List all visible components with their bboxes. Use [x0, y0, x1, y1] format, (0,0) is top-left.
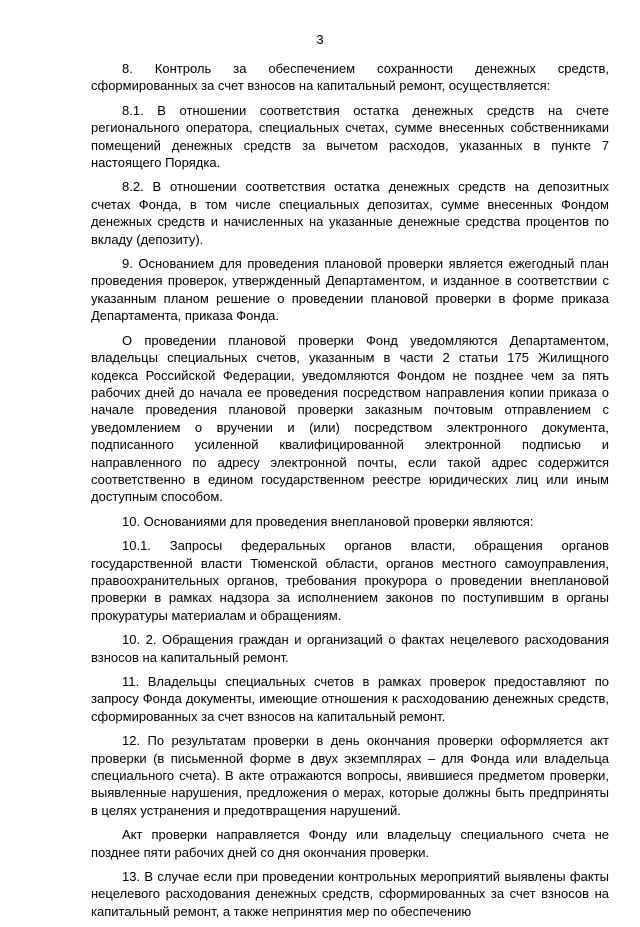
paragraph-8-1: 8.1. В отношении соответствия остатка денежных средств на счете регионального оператора, специальных счетах, сумме внесенных собственниками помещений денежных средств за вычетом расходов, указанных в пункте 7 настоящего Порядка. — [91, 102, 609, 171]
paragraph-10-1: 10.1. Запросы федеральных органов власти, обращения органов государственной власти Тюменской области, органов местного самоуправления, правоохранительных органов, требования прокурора о проведении внеплановой проверки в рамках надзора за исполнением законов по поступившим в органы прокуратуры материалам и обращениям. — [91, 538, 609, 623]
paragraph-13: 13. В случае если при проведении контрольных мероприятий выявлены факты нецелевого расходования денежных средств, сформированных за счет взносов на капитальный ремонт, а также непринятия мер по обеспечению — [91, 869, 609, 919]
paragraph-10: 10. Основаниями для проведения внеплановой проверки являются: — [122, 513, 534, 529]
paragraph-8: 8. Контроль за обеспечением сохранности денежных средств, сформированных за счет взносов на капитальный ремонт, осуществляется: — [91, 61, 609, 94]
page-number: 3 — [316, 32, 324, 47]
document-body — [91, 60, 609, 927]
paragraph-8-2: 8.2. В отношении соответствия остатка денежных средств на депозитных счетах Фонда, в том числе специальных депозитах, сумме внесенных Фондом денежных средств и начисленных на указанные денежные средства процентов по вкладу (депозиту). — [91, 179, 609, 247]
paragraph-10-2: 10. 2. Обращения граждан и организаций о фактах нецелевого расходования взносов на капитальный ремонт. — [91, 632, 609, 665]
paragraph-11: 11. Владельцы специальных счетов в рамках проверок предоставляют по запросу Фонда документы, имеющие отношения к расходованию денежных средств, сформированных за счет взносов на капитальный ремонт. — [91, 674, 609, 724]
paragraph-12-act: Акт проверки направляется Фонду или владельцу специального счета не позднее пяти рабочих дней со дня окончания проверки. — [91, 827, 609, 860]
paragraph-12: 12. По результатам проверки в день окончания проверки оформляется акт проверки (в письменной форме в двух экземплярах – для Фонда или владельца специального счета). В акте отражаются вопросы, явившиеся предметом проверки, выявленные нарушения, предложения о мерах, которые должны быть предприняты в целях устранения и предотвращения нарушений. — [91, 733, 609, 818]
paragraph-9: 9. Основанием для проведения плановой проверки является ежегодный план проведения проверок, утвержденный Департаментом, и изданное в соответствии с указанным планом решение о проведении плановой проверки в форме приказа Департамента, приказа Фонда. — [91, 256, 609, 324]
paragraph-9-notice: О проведении плановой проверки Фонд уведомляются Департаментом, владельцы специальных счетов, указанным в части 2 статьи 175 Жилищного кодекса Российской Федерации, уведомляются Фондом не позднее чем за пять рабочих дней до начала ее проведения посредством направления копии приказа о начале проведения плановой проверки заказным почтовым отправлением с уведомлением о вручении и (или) посредством электронного документа, подписанного усиленной квалифицированной электронной подписью и направленного по адресу электронной почты, если такой адрес содержится соответственно в едином государственном реестре юридических лиц или иным доступным способом. — [91, 332, 609, 505]
